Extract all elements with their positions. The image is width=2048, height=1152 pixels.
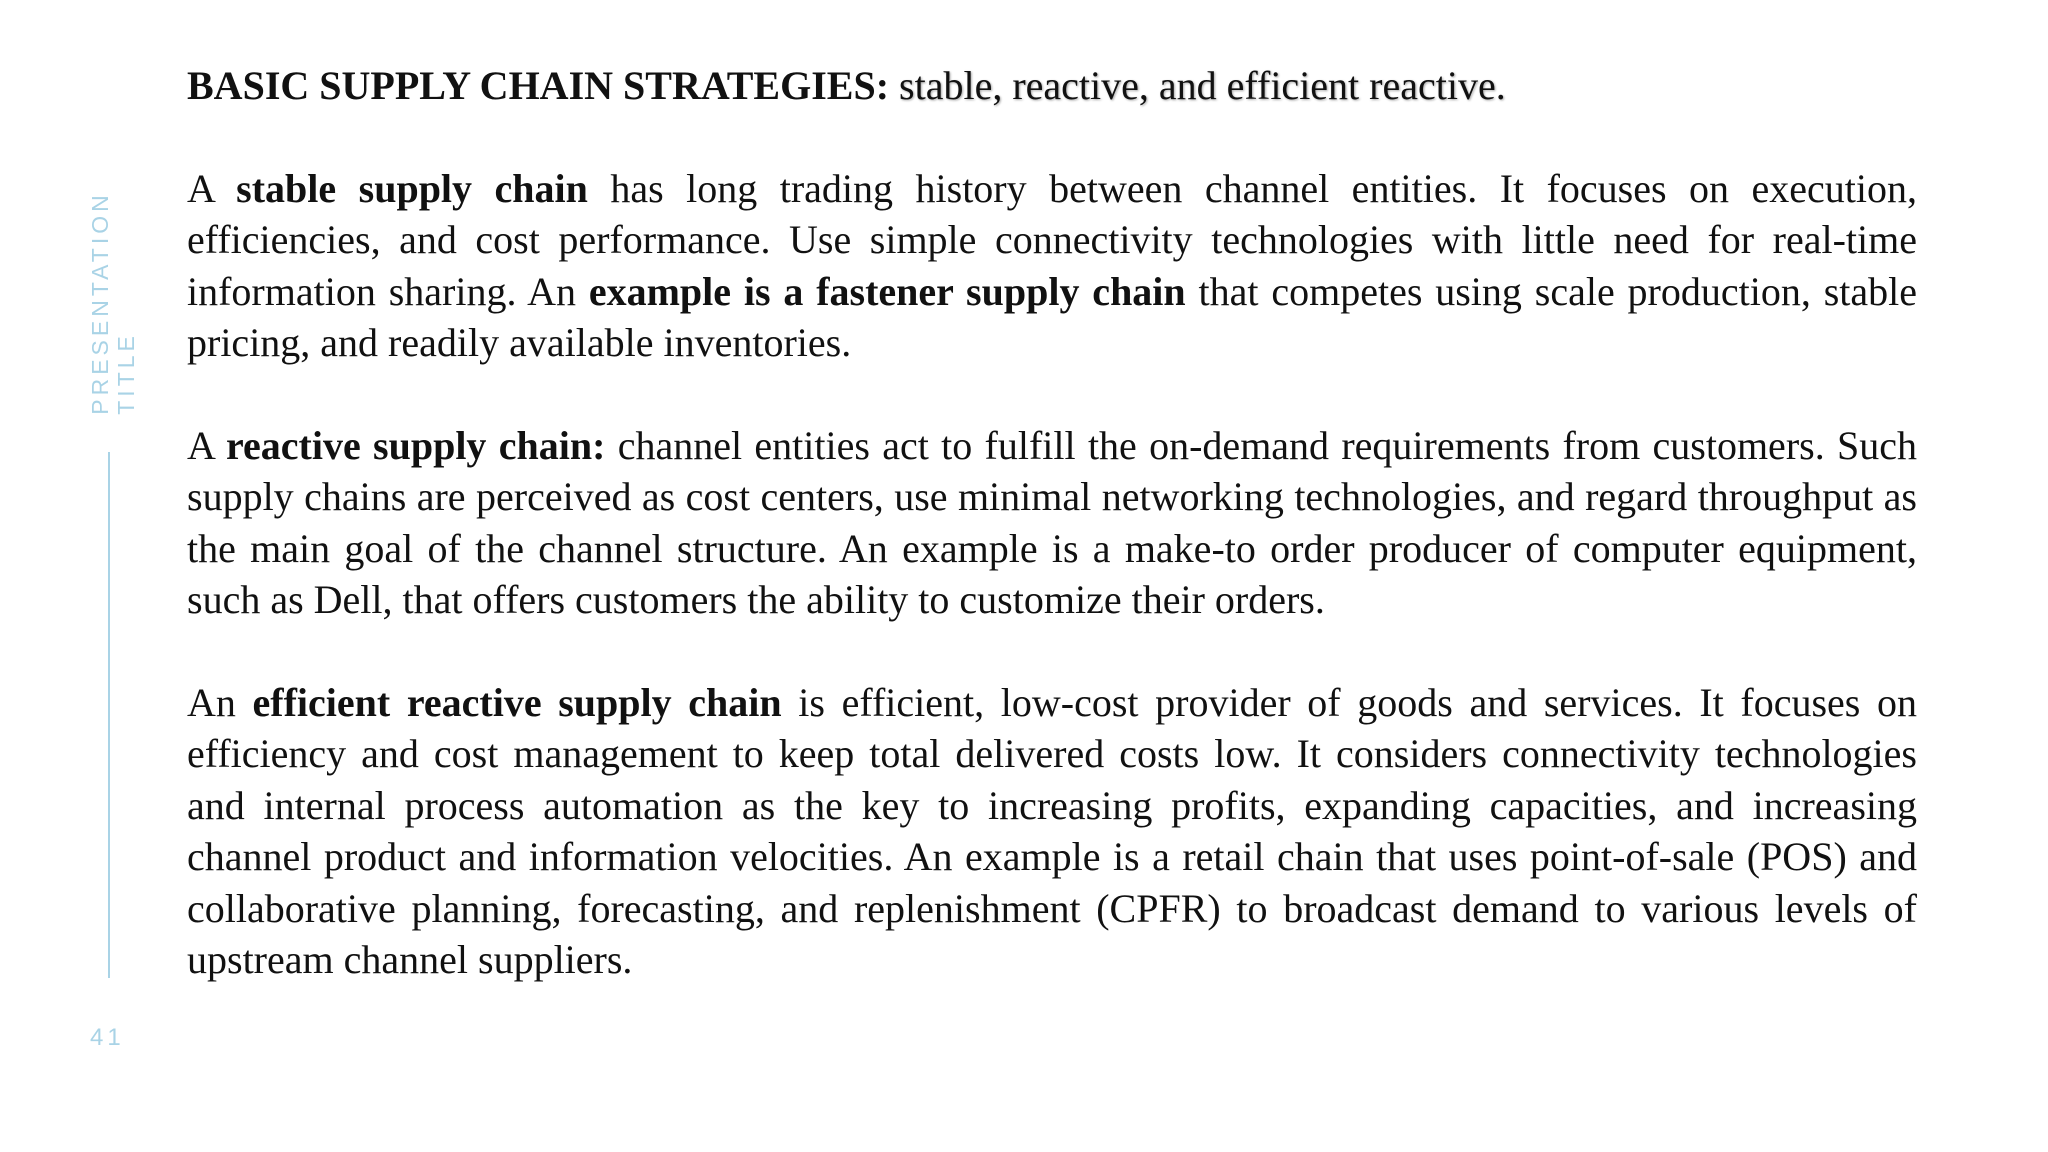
text: channel entities act to fulfill the on-demand requirements from customers. Such supply chains are perceived as cost centers, use minimal networking technologies, and regard throughput as the main goal of the channel structure. An example is a make-to order producer of computer equipment, such as Dell, that offers customers the ability to customize their orders. bbox=[187, 422, 1918, 622]
bold-term: reactive supply chain: bbox=[225, 422, 606, 468]
presentation-title-line2: TITLE bbox=[113, 332, 139, 415]
text: that competes using scale production, stable pricing, and readily available inventories. bbox=[187, 268, 1917, 365]
bold-term: efficient reactive supply chain bbox=[252, 679, 782, 725]
text: A bbox=[187, 422, 226, 468]
paragraph-stable bbox=[187, 163, 1917, 369]
heading-subtitle: stable, reactive, and efficient reactive. bbox=[889, 63, 1506, 108]
bold-term: example is a fastener supply chain bbox=[588, 268, 1186, 314]
vertical-divider bbox=[108, 452, 110, 978]
page-number: 41 bbox=[90, 1024, 125, 1051]
paragraph-efficient-reactive bbox=[187, 677, 1917, 986]
text: is efficient, low-cost provider of goods and services. It focuses on efficiency and cost management to keep total delivered costs low. It considers connectivity technologies and internal process automation as the key to increasing profits, expanding capacities, and increasing channel product and information velocities. An example is a retail chain that uses point-of-sale (POS) and collaborative planning, forecasting, and replenishment (CPFR) to broadcast demand to various levels of upstream channel suppliers. bbox=[187, 679, 1918, 982]
bold-term: stable supply chain bbox=[236, 165, 588, 211]
paragraph-reactive bbox=[187, 420, 1917, 626]
presentation-title-text bbox=[87, 191, 139, 415]
text: has long trading history between channel entities. It focuses on execution, efficiencies, and cost performance. Use simple connectivity technologies with little need for real-time information sharing. An bbox=[187, 165, 1917, 314]
slide-body bbox=[187, 60, 1917, 986]
text: A bbox=[187, 165, 237, 211]
heading-bold: BASIC SUPPLY CHAIN STRATEGIES: bbox=[187, 63, 890, 108]
slide-heading bbox=[187, 60, 1917, 112]
presentation-title bbox=[78, 188, 148, 418]
text: An bbox=[187, 679, 253, 725]
presentation-title-line1: PRESENTATION bbox=[87, 191, 113, 415]
